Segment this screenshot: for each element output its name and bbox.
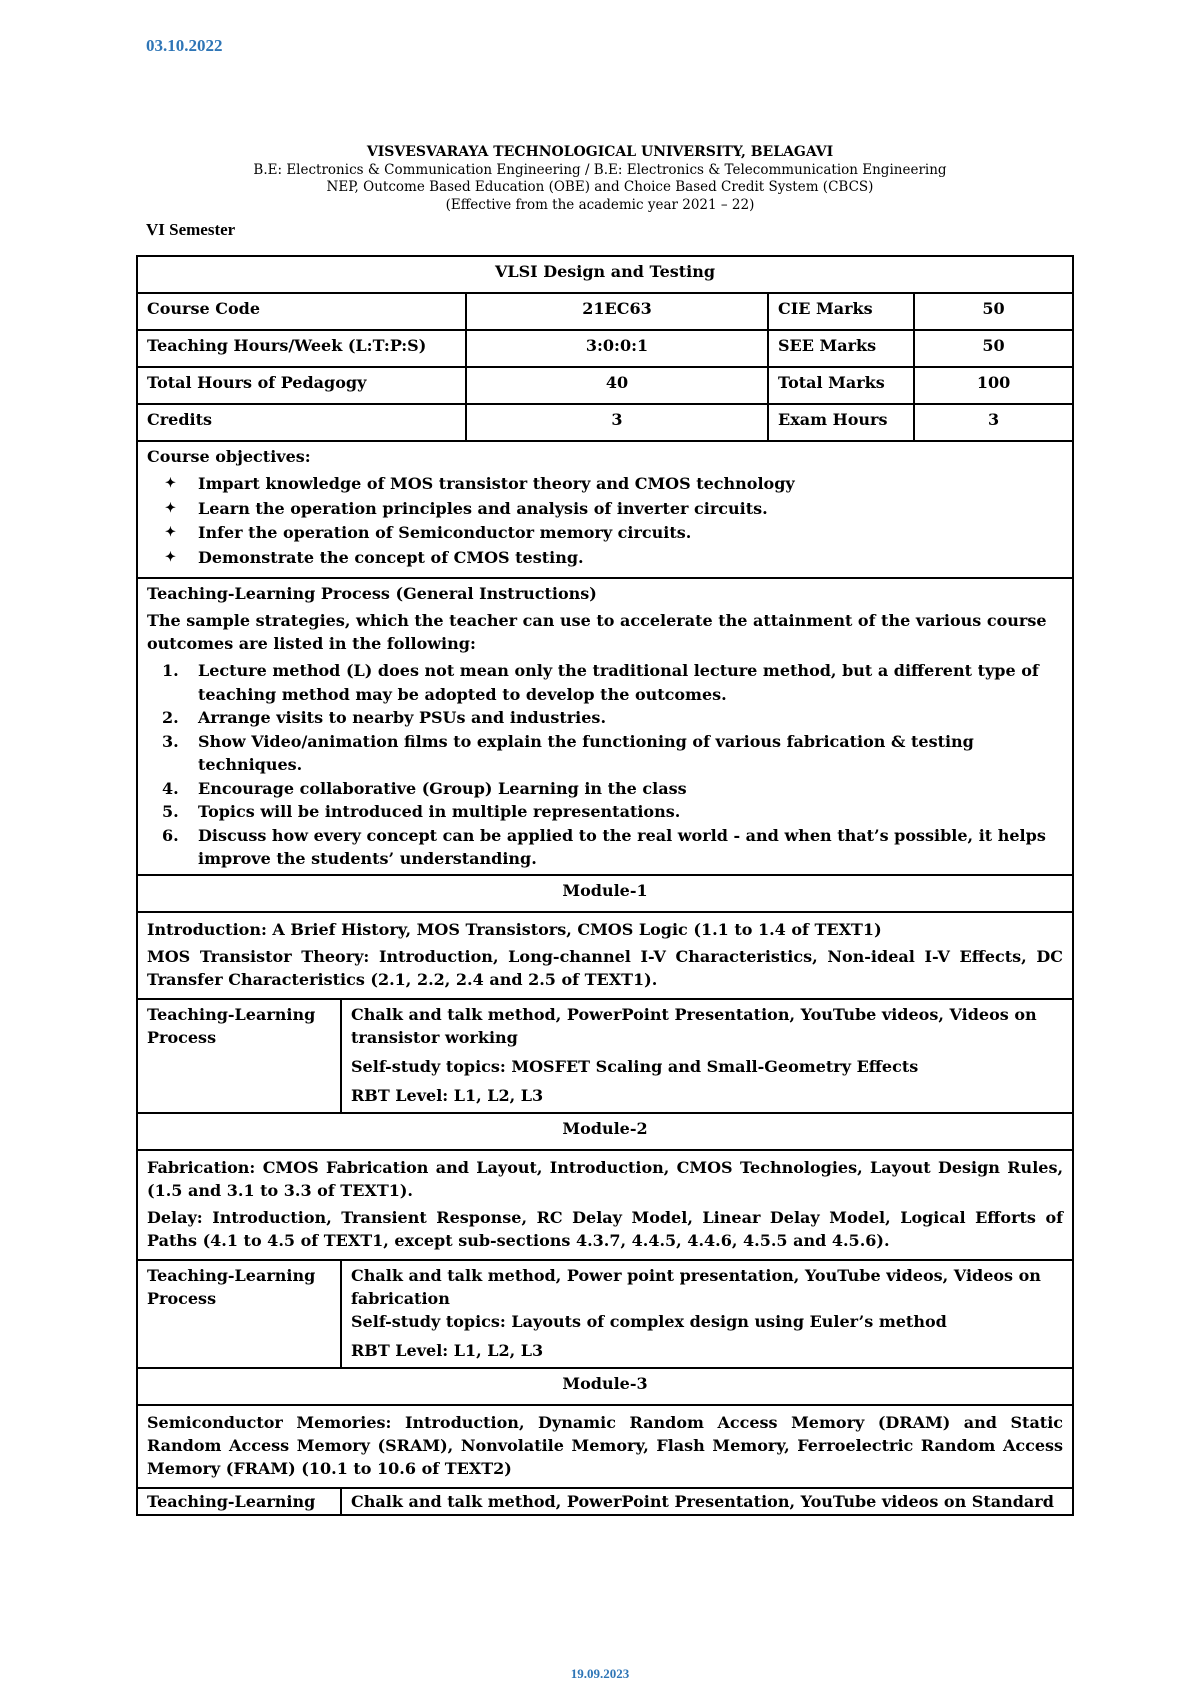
objectives-list xyxy=(157,472,1063,570)
course-row-value: 3:0:0:1 xyxy=(466,330,768,367)
para-label: Delay: xyxy=(147,1207,203,1227)
course-row xyxy=(137,330,1073,367)
objective-text: Learn the operation principles and analysis of inverter circuits. xyxy=(198,498,768,518)
module-2-title: Module-2 xyxy=(137,1113,1073,1150)
module-3-tlp-content xyxy=(341,1488,1073,1515)
tlp-line: Chalk and talk method, PowerPoint Presentation, YouTube videos, Videos on transistor working xyxy=(351,1004,1037,1047)
tlp-general-title: Teaching-Learning Process (General Instructions) xyxy=(147,584,597,603)
list-number: 1. xyxy=(162,661,179,680)
tlp-line: Chalk and talk method, PowerPoint Presentation, YouTube videos on Standard xyxy=(351,1491,1054,1511)
effective-year-line: (Effective from the academic year 2021 – 22) xyxy=(445,196,755,213)
list-text: Topics will be introduced in multiple representations. xyxy=(198,802,681,821)
tlp-line: RBT Level: L1, L2, L3 xyxy=(351,1340,544,1360)
course-row-label: Total Hours of Pedagogy xyxy=(137,367,466,404)
list-item xyxy=(157,546,1063,571)
course-row-label-2: SEE Marks xyxy=(768,330,914,367)
module-paragraph xyxy=(147,918,1063,941)
scheme-line: NEP, Outcome Based Education (OBE) and Choice Based Credit System (CBCS) xyxy=(326,179,874,195)
list-text: Show Video/animation films to explain the functioning of various fabrication & testing techniques. xyxy=(198,731,974,774)
syllabus-table xyxy=(136,255,1074,1516)
course-row-value: 40 xyxy=(466,367,768,404)
list-item xyxy=(157,472,1063,497)
teaching-learning-general-section xyxy=(137,578,1073,875)
star-bullet-icon: ✦ xyxy=(165,476,176,491)
list-number: 4. xyxy=(162,778,179,798)
course-row-value-2: 100 xyxy=(914,367,1073,404)
course-row-label-2: Total Marks xyxy=(768,367,914,404)
para-label: Semiconductor Memories: xyxy=(147,1412,392,1432)
objective-text: Infer the operation of Semiconductor memory circuits. xyxy=(198,523,692,542)
header-date: 03.10.2022 xyxy=(146,36,223,55)
course-row-value: 21EC63 xyxy=(466,293,768,330)
para-text: CMOS Fabrication and Layout, Introduction, CMOS Technologies, Layout Design Rules, (1.5 and 3.1 to 3.3 of TEXT1). xyxy=(147,1157,1064,1200)
para-text: Introduction, Long-channel I-V Characteristics, Non-ideal I-V Effects, DC Transfer Characteristics (2.1, 2.2, 2.4 and 2.5 of TEXT1). xyxy=(147,946,1064,989)
course-row-value-2: 50 xyxy=(914,293,1073,330)
objective-text: Demonstrate the concept of CMOS testing. xyxy=(198,547,584,567)
module-paragraph xyxy=(147,945,1063,991)
semester-label: VI Semester xyxy=(146,220,236,239)
course-row-label: Credits xyxy=(137,404,466,441)
list-text: Discuss how every concept can be applied to the real world - and when that’s possible, it helps improve the students’ understanding. xyxy=(198,825,1046,868)
tlp-line: Self-study topics: Layouts of complex design using Euler’s method xyxy=(351,1311,947,1331)
module-2-tlp-label: Teaching-Learning Process xyxy=(137,1260,341,1368)
course-row-value-2: 50 xyxy=(914,330,1073,367)
course-row-label-2: Exam Hours xyxy=(768,404,914,441)
list-number: 6. xyxy=(162,825,179,845)
course-row-label: Teaching Hours/Week (L:T:P:S) xyxy=(137,330,466,367)
list-number: 3. xyxy=(162,731,179,751)
course-row xyxy=(137,404,1073,441)
module-3-content xyxy=(137,1405,1073,1488)
para-text: A Brief History, MOS Transistors, CMOS Logic (1.1 to 1.4 of TEXT1) xyxy=(266,919,882,939)
tlp-line: Self-study topics: MOSFET Scaling and Small-Geometry Effects xyxy=(351,1056,919,1076)
tlp-line: RBT Level: L1, L2, L3 xyxy=(351,1085,544,1105)
module-1-tlp-content xyxy=(341,999,1073,1113)
module-1-title: Module-1 xyxy=(137,875,1073,912)
tlp-general-intro: The sample strategies, which the teacher can use to accelerate the attainment of the various course outcomes are listed in the following: xyxy=(147,611,1047,653)
course-row xyxy=(137,293,1073,330)
footer-date: 19.09.2023 xyxy=(570,1666,630,1681)
para-label: MOS Transistor Theory: xyxy=(147,946,370,966)
module-paragraph xyxy=(147,1206,1063,1252)
list-item xyxy=(157,497,1063,522)
module-paragraph xyxy=(147,1156,1063,1202)
list-text: Encourage collaborative (Group) Learning in the class xyxy=(198,778,687,798)
objectives-title: Course objectives: xyxy=(147,447,311,466)
para-text: Introduction, Dynamic Random Access Memory (DRAM) and Static Random Access Memory (SRAM), Nonvolatile Memory, Flash Memory, Ferroelectric Random Access Memory (FRAM) (10.1 to 10.6 of TEXT2) xyxy=(147,1412,1064,1478)
list-item xyxy=(147,706,1063,730)
module-paragraph xyxy=(147,1411,1063,1480)
tlp-line: Chalk and talk method, Power point presentation, YouTube videos, Videos on fabrication xyxy=(351,1265,1041,1308)
star-bullet-icon: ✦ xyxy=(165,549,176,565)
course-row-label-2: CIE Marks xyxy=(768,293,914,330)
para-label: Fabrication: xyxy=(147,1157,256,1177)
course-title: VLSI Design and Testing xyxy=(137,256,1073,293)
tlp-general-list xyxy=(147,659,1063,871)
module-3-tlp-label: Teaching-Learning xyxy=(137,1488,341,1515)
list-number: 5. xyxy=(162,802,179,821)
list-item xyxy=(147,824,1063,871)
course-row-value-2: 3 xyxy=(914,404,1073,441)
course-row-value: 3 xyxy=(466,404,768,441)
university-header xyxy=(0,144,1200,214)
para-label: Introduction: xyxy=(147,919,267,939)
course-row xyxy=(137,367,1073,404)
university-name: VISVESVARAYA TECHNOLOGICAL UNIVERSITY, BELAGAVI xyxy=(366,144,834,160)
programme-line: B.E: Electronics & Communication Engineering / B.E: Electronics & Telecommunication Engineering xyxy=(253,161,947,178)
list-item xyxy=(147,730,1063,777)
course-objectives-section xyxy=(137,441,1073,578)
list-text: Lecture method (L) does not mean only the traditional lecture method, but a different type of teaching method may be adopted to develop the outcomes. xyxy=(198,661,1039,704)
star-bullet-icon: ✦ xyxy=(165,500,176,516)
star-bullet-icon: ✦ xyxy=(165,525,176,540)
list-number: 2. xyxy=(162,708,179,727)
list-item xyxy=(157,521,1063,546)
list-item xyxy=(147,800,1063,824)
list-item xyxy=(147,659,1063,706)
list-text: Arrange visits to nearby PSUs and industries. xyxy=(198,708,607,727)
module-2-content xyxy=(137,1150,1073,1260)
module-1-tlp-label: Teaching-Learning Process xyxy=(137,999,341,1113)
objective-text: Impart knowledge of MOS transistor theory and CMOS technology xyxy=(198,474,795,493)
para-text: Introduction, Transient Response, RC Delay Model, Linear Delay Model, Logical Efforts of Paths (4.1 to 4.5 of TEXT1, except sub-sections 4.3.7, 4.4.5, 4.4.6, 4.5.5 and 4.5.6). xyxy=(147,1207,1064,1250)
module-2-tlp-content xyxy=(341,1260,1073,1368)
list-item xyxy=(147,777,1063,801)
course-row-label: Course Code xyxy=(137,293,466,330)
module-3-title: Module-3 xyxy=(137,1368,1073,1405)
module-1-content xyxy=(137,912,1073,999)
